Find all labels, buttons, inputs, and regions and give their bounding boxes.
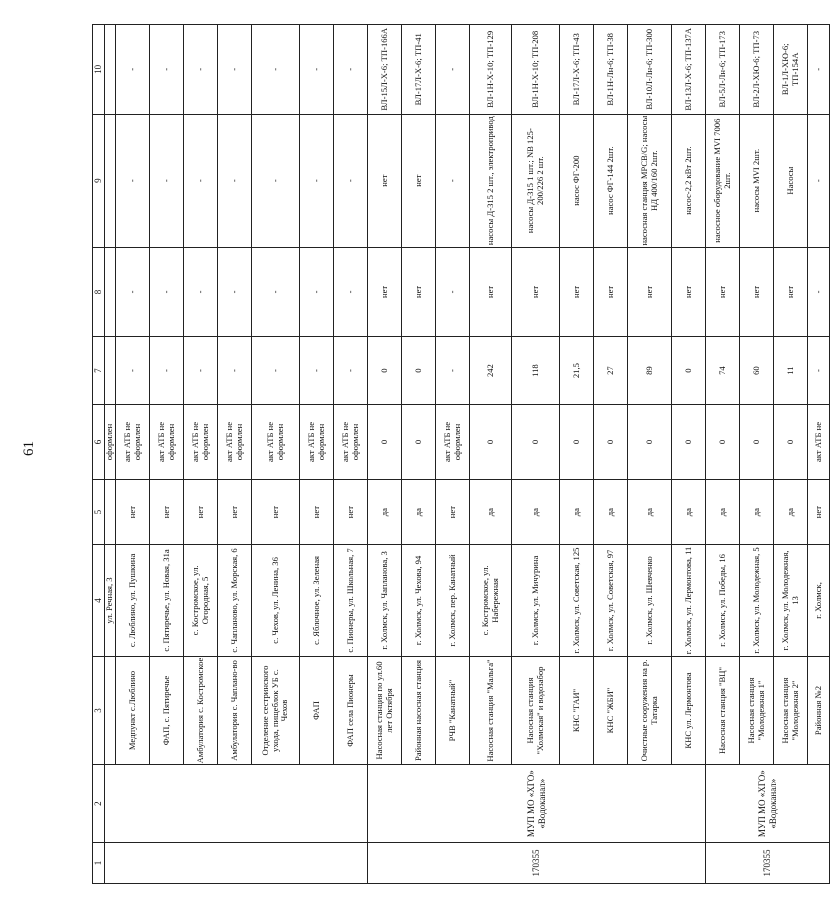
cell-c6: акт АТБ не <box>808 404 830 479</box>
cell-c5: да <box>512 479 560 544</box>
cell-c7: - <box>436 337 470 405</box>
column-header: 5 <box>93 479 105 544</box>
cell-c4: ул. Речная, 3 <box>105 545 116 656</box>
org-code-cell <box>105 842 368 883</box>
cell-c10: ВЛ-1Л-ХЮ-6; ТП-154А <box>774 25 808 115</box>
cell-c5: нет <box>116 479 150 544</box>
cell-c6: 0 <box>470 404 512 479</box>
org-name-cell <box>105 765 368 842</box>
cell-c6: 0 <box>560 404 594 479</box>
cell-c7: 89 <box>628 337 672 405</box>
cell-c8: - <box>252 247 300 337</box>
cell-c3: ФАП <box>300 656 334 765</box>
cell-c3: Амбулатория с. Костромское <box>184 656 218 765</box>
column-header: 8 <box>93 247 105 337</box>
cell-c3: Насосная станция "ВЦ" <box>706 656 740 765</box>
cell-c9: насосная станция MPCB/G; насосы НД 400/160 2шт. <box>628 114 672 247</box>
cell-c5: нет <box>808 479 830 544</box>
table-row <box>740 25 774 884</box>
cell-c5: да <box>594 479 628 544</box>
cell-c5: нет <box>252 479 300 544</box>
cell-c9: - <box>184 114 218 247</box>
cell-c10: ВЛ-5Л-Лн-6; ТП-173 <box>706 25 740 115</box>
column-header: 3 <box>93 656 105 765</box>
cell-c8: нет <box>628 247 672 337</box>
cell-c9: насосы Д-315 2 шт., электропривод <box>470 114 512 247</box>
cell-c7: 74 <box>706 337 740 405</box>
cell-c5: нет <box>150 479 184 544</box>
cell-c5: да <box>402 479 436 544</box>
table-row <box>300 25 334 884</box>
cell-c6: акт АТБ не оформлен <box>116 404 150 479</box>
cell-c10: - <box>116 25 150 115</box>
cell-c3: Амбулатория с. Чаплано-во <box>218 656 252 765</box>
cell-c9: насосы Д-315 1 шт.; NB 125-200/226 2 шт. <box>512 114 560 247</box>
cell-c8: - <box>334 247 368 337</box>
cell-c4: г. Холмск, ул. Победы, 16 <box>706 545 740 656</box>
cell-c9: насос ФГ-200 <box>560 114 594 247</box>
cell-c3: Насосная станция "Молодежная 2" <box>774 656 808 765</box>
cell-c6: акт АТБ не оформлен <box>218 404 252 479</box>
cell-c8: нет <box>402 247 436 337</box>
cell-c10: - <box>436 25 470 115</box>
cell-c9: насосное оборудование MVI 7006 2шт. <box>706 114 740 247</box>
cell-c8: нет <box>672 247 706 337</box>
cell-c4: с. Люблино, ул. Пушкина <box>116 545 150 656</box>
cell-c6: акт АТБ не оформлен <box>252 404 300 479</box>
cell-c5: нет <box>300 479 334 544</box>
cell-c6: 0 <box>402 404 436 479</box>
table-row <box>334 25 368 884</box>
cell-c5: да <box>706 479 740 544</box>
cell-c9: - <box>218 114 252 247</box>
cell-c10: ВЛ-1Н-Х-10; ТП-129 <box>470 25 512 115</box>
cell-c8: нет <box>594 247 628 337</box>
cell-c6: 0 <box>594 404 628 479</box>
cell-c10 <box>105 25 116 115</box>
cell-c5 <box>105 479 116 544</box>
cell-c7: 0 <box>402 337 436 405</box>
column-header: 1 <box>93 842 105 883</box>
cell-c8: нет <box>470 247 512 337</box>
cell-c7: 27 <box>594 337 628 405</box>
cell-c10: ВЛ-15Л-Х-6; ТП-166А <box>368 25 402 115</box>
cell-c3: Насосная станция "Молодежная 1" <box>740 656 774 765</box>
cell-c10: - <box>218 25 252 115</box>
cell-c8: нет <box>706 247 740 337</box>
cell-c6: 0 <box>740 404 774 479</box>
cell-c8: - <box>436 247 470 337</box>
cell-c4: г. Холмск, ул. Мичурина <box>512 545 560 656</box>
cell-c7: 118 <box>512 337 560 405</box>
cell-c4: с. Чапланово, ул. Морская, 6 <box>218 545 252 656</box>
org-name-cell: МУП МО «ХГО» «Водоканал» <box>368 765 706 842</box>
cell-c4: г. Холмск, ул. Чапланова, 3 <box>368 545 402 656</box>
cell-c9: нет <box>402 114 436 247</box>
table-row <box>706 25 740 884</box>
cell-c9: - <box>116 114 150 247</box>
cell-c10: ВЛ-17Л-Х-6; ТП-43 <box>560 25 594 115</box>
cell-c10: - <box>150 25 184 115</box>
cell-c6: оформлен <box>105 404 116 479</box>
table-row <box>512 25 560 884</box>
cell-c8: нет <box>512 247 560 337</box>
cell-c4: с. Костромское, ул. Набережная <box>470 545 512 656</box>
cell-c9: - <box>436 114 470 247</box>
cell-c10: ВЛ-10Л-Лн-6; ТП-300 <box>628 25 672 115</box>
cell-c7: 60 <box>740 337 774 405</box>
cell-c7 <box>105 337 116 405</box>
cell-c4: г. Холмск, пер. Канатный <box>436 545 470 656</box>
cell-c4: г. Холмск, ул. Советская, 97 <box>594 545 628 656</box>
table-row <box>252 25 300 884</box>
cell-c3: ФАП, с. Пятиречье <box>150 656 184 765</box>
cell-c3: РЧВ "Канатный" <box>436 656 470 765</box>
cell-c3: КНС "ЖБИ" <box>594 656 628 765</box>
cell-c9: - <box>150 114 184 247</box>
cell-c8: - <box>300 247 334 337</box>
cell-c6: 0 <box>368 404 402 479</box>
cell-c4: с. Чехов, ул. Ленина, 36 <box>252 545 300 656</box>
cell-c6: 0 <box>512 404 560 479</box>
table-row <box>105 25 116 884</box>
table-row <box>628 25 672 884</box>
table-row <box>150 25 184 884</box>
rotated-table-wrapper <box>92 24 823 884</box>
cell-c9: Насосы <box>774 114 808 247</box>
table-row <box>218 25 252 884</box>
data-table <box>92 24 830 884</box>
table-row <box>470 25 512 884</box>
cell-c4: с. Пятиречье, ул. Новая, 31а <box>150 545 184 656</box>
cell-c5: нет <box>184 479 218 544</box>
column-header: 9 <box>93 114 105 247</box>
cell-c10: ВЛ-1Н-Лн-6; ТП-38 <box>594 25 628 115</box>
cell-c9: насос-2,2 кВт 2шт. <box>672 114 706 247</box>
cell-c3: Насосная станция по ул.60 лет Октября <box>368 656 402 765</box>
cell-c4: г. Холмск, <box>808 545 830 656</box>
org-name-cell: МУП МО «ХГО» «Водоканал» <box>706 765 830 842</box>
cell-c4: с. Яблочное, ул. Зеленая <box>300 545 334 656</box>
cell-c7: - <box>184 337 218 405</box>
cell-c7: 242 <box>470 337 512 405</box>
cell-c4: г. Холмск, ул. Лермонтова, 11 <box>672 545 706 656</box>
cell-c5: да <box>774 479 808 544</box>
cell-c3: Районная №2 <box>808 656 830 765</box>
table-row <box>184 25 218 884</box>
cell-c4: г. Холмск, ул. Чехова, 94 <box>402 545 436 656</box>
column-header: 7 <box>93 337 105 405</box>
cell-c10: - <box>808 25 830 115</box>
column-header: 6 <box>93 404 105 479</box>
cell-c6: акт АТБ не оформлен <box>334 404 368 479</box>
cell-c8: нет <box>560 247 594 337</box>
cell-c8 <box>105 247 116 337</box>
cell-c8: - <box>150 247 184 337</box>
cell-c5: нет <box>436 479 470 544</box>
cell-c8: нет <box>740 247 774 337</box>
cell-c7: 21,5 <box>560 337 594 405</box>
cell-c3: Насосная станция "Холмская" и водозабор <box>512 656 560 765</box>
cell-c4: с. Пионеры, ул. Школьная, 7 <box>334 545 368 656</box>
cell-c10: ВЛ-1Н-Х-10; ТП-208 <box>512 25 560 115</box>
cell-c5: нет <box>334 479 368 544</box>
column-header: 10 <box>93 25 105 115</box>
table-row <box>368 25 402 884</box>
cell-c9 <box>105 114 116 247</box>
cell-c5: да <box>672 479 706 544</box>
cell-c5: нет <box>218 479 252 544</box>
cell-c9: нет <box>368 114 402 247</box>
cell-c8: - <box>218 247 252 337</box>
cell-c4: с. Костромское, ул. Огородная, 5 <box>184 545 218 656</box>
table-row <box>402 25 436 884</box>
cell-c6: акт АТБ не оформлен <box>436 404 470 479</box>
column-header: 2 <box>93 765 105 842</box>
page-number: 61 <box>21 441 37 456</box>
cell-c3 <box>105 656 116 765</box>
table-row <box>116 25 150 884</box>
cell-c3: Районная насосная станция <box>402 656 436 765</box>
cell-c5: да <box>470 479 512 544</box>
cell-c10: - <box>252 25 300 115</box>
cell-c6: 0 <box>774 404 808 479</box>
cell-c4: г. Холмск, ул. Советская, 125 <box>560 545 594 656</box>
cell-c7: 11 <box>774 337 808 405</box>
table-row <box>808 25 830 884</box>
cell-c5: да <box>740 479 774 544</box>
cell-c8: - <box>184 247 218 337</box>
cell-c6: акт АТБ не оформлен <box>184 404 218 479</box>
cell-c3: Отделение сестринского ухода, пищеблок УБ с. Чехов <box>252 656 300 765</box>
cell-c7: 0 <box>672 337 706 405</box>
cell-c9: насос ФГ-144 2шт. <box>594 114 628 247</box>
cell-c3: Медпункт с.Люблино <box>116 656 150 765</box>
cell-c9: - <box>252 114 300 247</box>
cell-c4: г. Холмск, ул. Шевченко <box>628 545 672 656</box>
org-code-cell: 170355 <box>368 842 706 883</box>
cell-c4: г. Холмск, ул. Молодежная, 13 <box>774 545 808 656</box>
cell-c9: - <box>300 114 334 247</box>
cell-c3: КНС ул. Лермонтова <box>672 656 706 765</box>
cell-c7: - <box>116 337 150 405</box>
cell-c10: ВЛ-17Л-Х-6; ТП-41 <box>402 25 436 115</box>
cell-c3: ФАП села Пионеры <box>334 656 368 765</box>
cell-c5: да <box>560 479 594 544</box>
cell-c9: - <box>334 114 368 247</box>
cell-c8: нет <box>368 247 402 337</box>
cell-c3: КНС "ГАИ" <box>560 656 594 765</box>
org-code-cell: 170355 <box>706 842 830 883</box>
cell-c5: да <box>368 479 402 544</box>
cell-c7: - <box>252 337 300 405</box>
cell-c10: ВЛ-13Л-Х-6; ТП-137А <box>672 25 706 115</box>
table-row <box>672 25 706 884</box>
cell-c5: да <box>628 479 672 544</box>
column-header: 4 <box>93 545 105 656</box>
cell-c10: - <box>334 25 368 115</box>
table-row <box>774 25 808 884</box>
cell-c6: 0 <box>628 404 672 479</box>
cell-c3: Очистные сооружения на р. Татарка <box>628 656 672 765</box>
cell-c9: - <box>808 114 830 247</box>
table-row <box>560 25 594 884</box>
cell-c10: ВЛ-2Л-ХЮ-6; ТП-73 <box>740 25 774 115</box>
cell-c3: Насосная станция "Мальга" <box>470 656 512 765</box>
header-row <box>93 25 105 884</box>
table-row <box>436 25 470 884</box>
cell-c6: акт АТБ не оформлен <box>150 404 184 479</box>
cell-c7: - <box>150 337 184 405</box>
cell-c6: 0 <box>706 404 740 479</box>
cell-c8: - <box>808 247 830 337</box>
table-row <box>594 25 628 884</box>
cell-c6: акт АТБ не оформлен <box>300 404 334 479</box>
cell-c6: 0 <box>672 404 706 479</box>
cell-c7: - <box>808 337 830 405</box>
cell-c10: - <box>184 25 218 115</box>
table-body <box>93 25 830 884</box>
cell-c7: 0 <box>368 337 402 405</box>
cell-c7: - <box>334 337 368 405</box>
cell-c10: - <box>300 25 334 115</box>
cell-c9: насосы MVI 2шт. <box>740 114 774 247</box>
cell-c7: - <box>300 337 334 405</box>
cell-c4: г. Холмск, ул. Молодежная, 5 <box>740 545 774 656</box>
cell-c7: - <box>218 337 252 405</box>
cell-c8: нет <box>774 247 808 337</box>
cell-c8: - <box>116 247 150 337</box>
